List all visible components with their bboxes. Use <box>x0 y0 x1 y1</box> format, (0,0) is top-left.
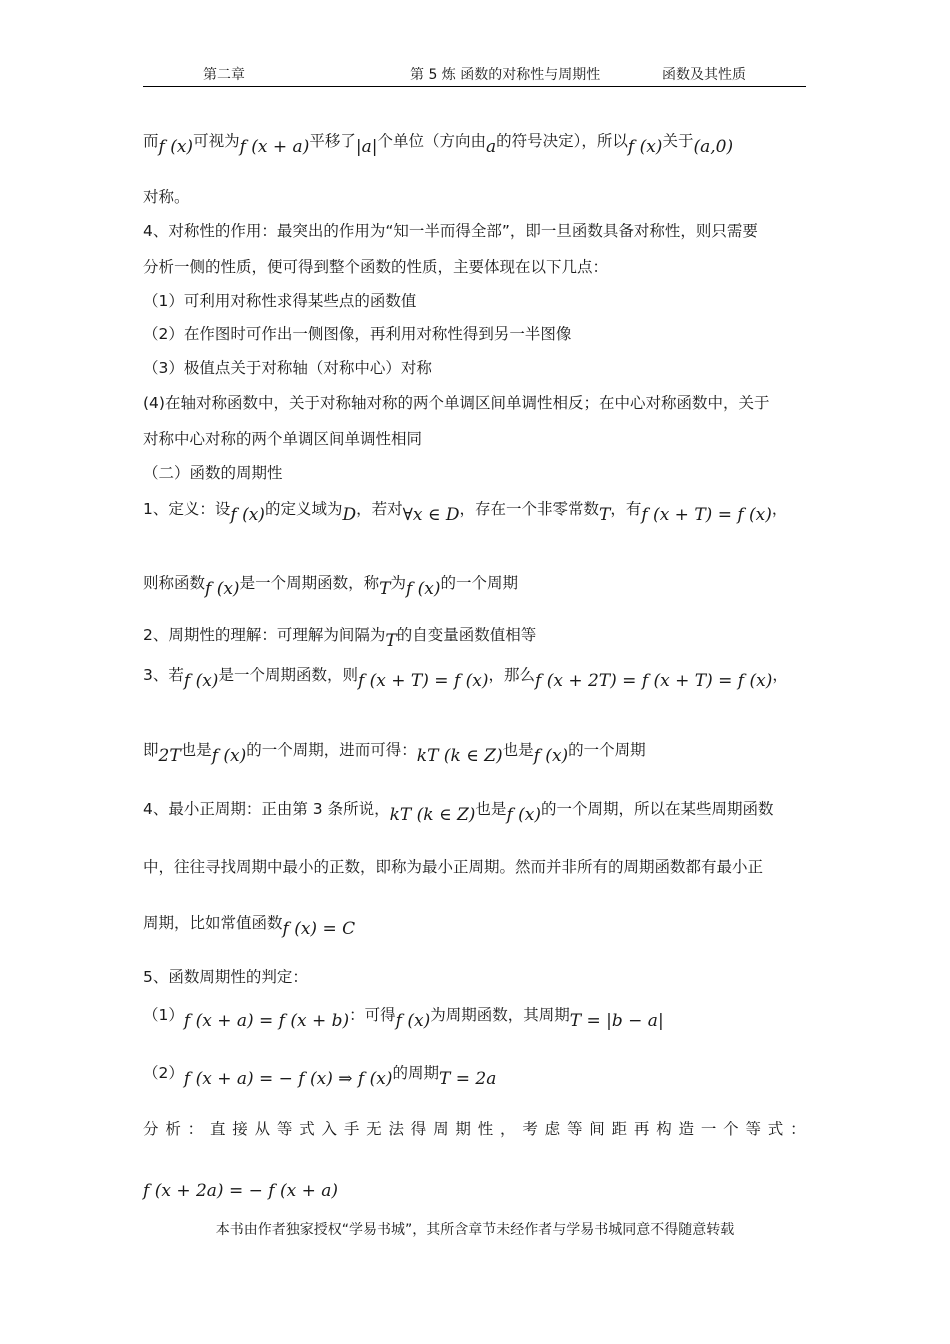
text: 的周期 <box>392 1064 439 1082</box>
paragraph-line <box>143 130 823 157</box>
analysis-char: 构 <box>656 1120 672 1138</box>
analysis-char: 入 <box>321 1120 338 1138</box>
analysis-char: 分 <box>143 1120 159 1138</box>
text: 的一个周期 <box>568 741 646 759</box>
paragraph-line <box>143 664 823 691</box>
formula: f (x + T) = f (x) <box>357 671 489 691</box>
list-item: （1）可利用对称性求得某些点的函数值 <box>143 292 417 310</box>
paragraph-line <box>143 498 823 525</box>
paragraph-line <box>143 624 823 651</box>
formula: T = 2a <box>438 1069 497 1089</box>
formula: f (x + 2a) = − f (x + a) <box>143 1181 338 1201</box>
text: 的一个周期，所以在某些周期函数 <box>541 800 774 818</box>
text: 周期，比如常值函数 <box>143 914 283 932</box>
analysis-char: 接 <box>232 1120 248 1138</box>
text: 的一个周期 <box>440 574 519 592</box>
list-item: （3）极值点关于对称轴（对称中心）对称 <box>143 359 432 377</box>
analysis-char: 等 <box>745 1120 761 1138</box>
text: 可视为 <box>193 132 240 150</box>
list-item <box>143 1004 823 1031</box>
analysis-line <box>143 1118 806 1140</box>
analysis-char: 性 <box>477 1120 494 1138</box>
formula: f (x) <box>506 805 541 825</box>
analysis-char: 直 <box>209 1120 226 1138</box>
paragraph-line: 5、函数周期性的判定： <box>143 968 308 986</box>
text: ，有 <box>610 500 642 518</box>
paragraph-line <box>143 798 823 825</box>
formula: f (x + T) = f (x) <box>641 505 772 525</box>
analysis-char: 一 <box>700 1120 717 1138</box>
paragraph-line: 4、对称性的作用：最突出的作用为“知一半而得全部”，即一旦函数具备对称性，则只需要 <box>143 222 758 240</box>
formula: f (x + 2T) = f (x + T) = f (x) <box>535 671 773 691</box>
text: （1） <box>143 1006 184 1024</box>
text: 的自变量函数值相等 <box>396 626 537 644</box>
page-footer: 本书由作者独家授权“学易书城”，其所含章节未经作者与学易书城同意不得随意转载 <box>215 1222 735 1238</box>
text: 的一个周期，进而可得： <box>246 741 417 759</box>
analysis-char: 考 <box>522 1120 538 1138</box>
text: 平移了 <box>309 132 356 150</box>
text: 则称函数 <box>143 574 206 592</box>
formula: f (x) <box>211 746 247 766</box>
header-chapter: 第二章 <box>203 67 245 83</box>
formula: T = |b − a| <box>569 1011 664 1031</box>
text: 关于 <box>662 132 694 150</box>
paragraph-line <box>143 739 823 766</box>
analysis-char: ， <box>500 1120 516 1138</box>
text: 为周期函数，其周期 <box>430 1006 570 1024</box>
analysis-char: 虑 <box>544 1120 561 1138</box>
analysis-char: 手 <box>343 1120 360 1138</box>
text: 也是 <box>180 741 212 759</box>
formula: |a| <box>355 137 378 157</box>
formula: f (x) <box>158 137 194 157</box>
analysis-char: 法 <box>388 1120 404 1138</box>
text: ：可得 <box>349 1006 396 1024</box>
formula: (a,0) <box>693 137 734 157</box>
text: 为 <box>390 574 406 592</box>
analysis-char: 造 <box>678 1120 695 1138</box>
list-item <box>143 1062 823 1089</box>
list-item: (4)在轴对称函数中，关于对称轴对称的两个单调区间单调性相反；在中心对称函数中，关于 <box>143 394 770 412</box>
analysis-char: 式 <box>767 1120 784 1138</box>
analysis-char: 周 <box>433 1120 449 1138</box>
analysis-char: 无 <box>366 1120 382 1138</box>
analysis-char: 间 <box>589 1120 605 1138</box>
text: ， <box>771 500 788 518</box>
text: ， <box>772 666 788 684</box>
text: 即 <box>143 741 159 759</box>
formula: ∀x ∈ D <box>402 505 460 525</box>
formula: 2T <box>158 746 181 766</box>
header-section-title: 第 5 炼 函数的对称性与周期性 <box>410 67 601 83</box>
formula: T <box>385 631 397 651</box>
formula-line <box>143 1174 823 1201</box>
analysis-char: 个 <box>723 1120 739 1138</box>
text: ，存在一个非零常数 <box>459 500 599 518</box>
formula: f (x) = C <box>282 919 356 939</box>
formula: kT (k ∈ Z) <box>416 746 503 766</box>
text: ，那么 <box>488 666 536 684</box>
formula: f (x) <box>205 579 240 599</box>
header-rule <box>143 86 806 87</box>
text: 3、若 <box>143 666 184 684</box>
analysis-char: ： <box>790 1120 806 1138</box>
formula: f (x) <box>533 746 569 766</box>
paragraph-line: 分析一侧的性质，便可得到整个函数的性质，主要体现在以下几点： <box>143 258 609 276</box>
analysis-char: 式 <box>299 1120 315 1138</box>
text: 也是 <box>475 800 507 818</box>
text: ，若对 <box>356 500 403 518</box>
paragraph-line: 中，往往寻找周期中最小的正数，即称为最小正周期。然而并非所有的周期函数都有最小正 <box>143 858 764 876</box>
text: 而 <box>143 132 159 150</box>
text: （2） <box>143 1064 184 1082</box>
text: 个单位（方向由 <box>377 132 486 150</box>
paragraph-line <box>143 912 823 939</box>
formula: f (x) <box>405 579 441 599</box>
formula: a <box>485 137 497 157</box>
text: 4、最小正周期：正由第 3 条所说， <box>143 800 390 818</box>
section-heading: （二）函数的周期性 <box>143 464 283 482</box>
text: 也是 <box>502 741 534 759</box>
text: 的定义域为 <box>264 500 343 518</box>
text: 1、定义：设 <box>143 500 231 518</box>
formula: D <box>342 505 357 525</box>
text: 2、周期性的理解：可理解为间隔为 <box>143 626 386 644</box>
analysis-char: 期 <box>455 1120 471 1138</box>
header-topic: 函数及其性质 <box>662 67 746 83</box>
analysis-char: ： <box>187 1120 204 1138</box>
list-item: （2）在作图时可作出一侧图像，再利用对称性得到另一半图像 <box>143 325 572 343</box>
analysis-char: 再 <box>633 1120 650 1138</box>
analysis-char: 从 <box>254 1120 271 1138</box>
formula: f (x + a) <box>239 137 310 157</box>
analysis-char: 距 <box>611 1120 628 1138</box>
formula: f (x) <box>627 137 663 157</box>
formula: f (x + a) = − f (x) ⇒ f (x) <box>183 1069 393 1089</box>
formula: f (x) <box>183 671 219 691</box>
analysis-char: 得 <box>410 1120 427 1138</box>
text: 是一个周期函数，称 <box>239 574 380 592</box>
paragraph-line <box>143 572 823 599</box>
analysis-char: 析 <box>165 1120 181 1138</box>
formula: T <box>379 579 391 599</box>
formula: f (x) <box>230 505 265 525</box>
text: 的符号决定），所以 <box>496 132 628 150</box>
formula: kT (k ∈ Z) <box>389 805 476 825</box>
formula: f (x) <box>395 1011 431 1031</box>
text: 是一个周期函数，则 <box>218 666 358 684</box>
analysis-char: 等 <box>566 1120 583 1138</box>
formula: T <box>599 505 611 525</box>
formula: f (x + a) = f (x + b) <box>183 1011 350 1031</box>
paragraph-line: 对称中心对称的两个单调区间单调性相同 <box>143 430 423 448</box>
analysis-char: 等 <box>276 1120 293 1138</box>
paragraph-line: 对称。 <box>143 188 190 206</box>
